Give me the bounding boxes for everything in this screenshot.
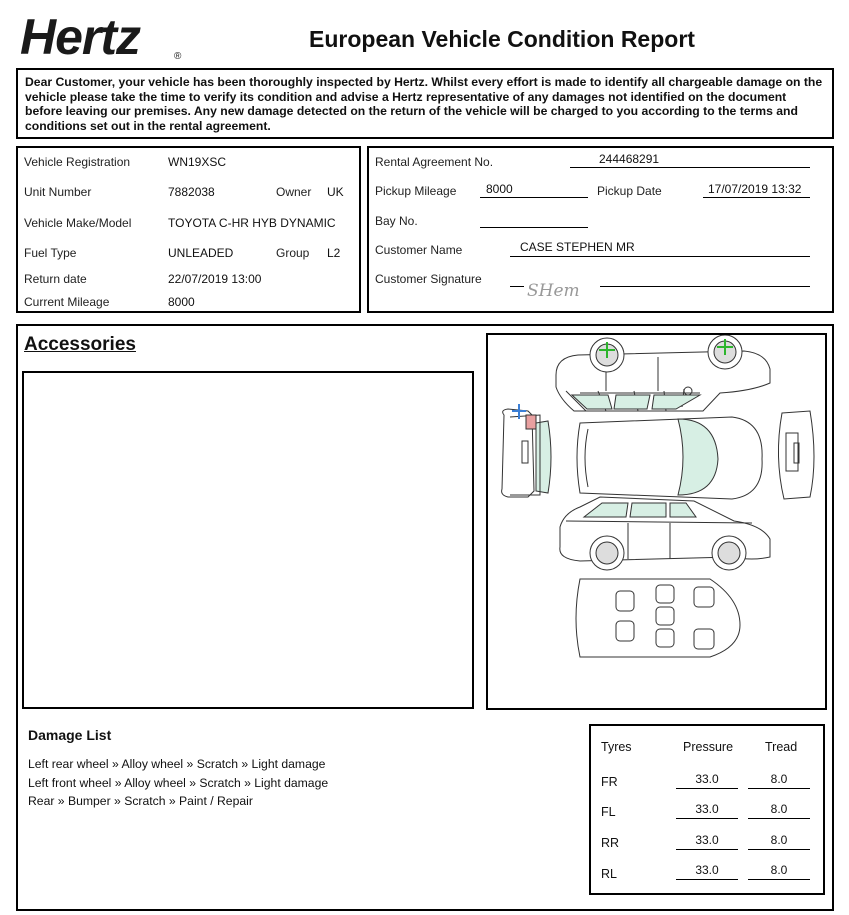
logo-registered-mark: ® [174, 51, 181, 62]
unit-number-value: 7882038 [168, 185, 215, 199]
signature-label: Customer Signature [375, 272, 482, 286]
car-interior-view [576, 579, 740, 657]
tyre-tread: 8.0 [770, 772, 788, 786]
return-date-value: 22/07/2019 13:00 [168, 272, 262, 286]
damage-item: Left front wheel » Alloy wheel » Scratch » Light damage [28, 776, 329, 790]
tyre-tread-underline [748, 879, 810, 880]
return-date-label: Return date [24, 272, 87, 286]
pickup-mileage-label: Pickup Mileage [375, 184, 457, 198]
tyre-label: FL [601, 805, 616, 819]
signature-underline-left [510, 286, 524, 287]
tyre-label: RL [601, 867, 617, 881]
car-front-view [502, 409, 551, 497]
current-mileage-label: Current Mileage [24, 295, 110, 309]
agreement-label: Rental Agreement No. [375, 155, 494, 169]
bay-underline [480, 227, 588, 228]
tyre-pressure: 33.0 [695, 772, 719, 786]
vehicle-damage-diagram [488, 335, 825, 708]
logo-text: Hertz [20, 9, 141, 65]
make-model-value: TOYOTA C-HR HYB DYNAMIC [168, 216, 336, 230]
tyre-tread-underline [748, 849, 810, 850]
unit-number-label: Unit Number [24, 185, 92, 199]
owner-value: UK [327, 185, 344, 199]
tyre-pressure: 33.0 [695, 833, 719, 847]
tyre-pressure-underline [676, 788, 738, 789]
customer-signature: SHem [527, 281, 580, 301]
damage-item: Rear » Bumper » Scratch » Paint / Repair [28, 794, 253, 808]
owner-label: Owner [276, 185, 312, 199]
pickup-mileage-underline [480, 197, 588, 198]
signature-underline-right [600, 286, 810, 287]
car-left-side-view [560, 497, 770, 570]
agreement-value: 244468291 [599, 152, 660, 166]
tyre-pressure-underline [676, 879, 738, 880]
customer-name-underline [510, 256, 810, 257]
pressure-header: Pressure [683, 740, 734, 754]
customer-name-label: Customer Name [375, 243, 463, 257]
registration-label: Vehicle Registration [24, 155, 131, 169]
damage-item: Left rear wheel » Alloy wheel » Scratch » Light damage [28, 757, 326, 771]
page-title: European Vehicle Condition Report [309, 26, 695, 52]
tyre-pressure: 33.0 [695, 802, 719, 816]
tyre-tread: 8.0 [770, 833, 788, 847]
pickup-mileage-value: 8000 [486, 182, 513, 196]
tyre-label: RR [601, 836, 620, 850]
bay-label: Bay No. [375, 214, 418, 228]
customer-name-value: CASE STEPHEN MR [520, 240, 635, 254]
tyre-tread-underline [748, 818, 810, 819]
tyres-header: Tyres [601, 740, 632, 754]
group-label: Group [276, 246, 310, 260]
accessories-box [22, 371, 474, 709]
vehicle-diagram-box [486, 333, 827, 710]
pickup-date-value: 17/07/2019 13:32 [708, 182, 802, 196]
car-rear-view [778, 411, 814, 499]
registration-value: WN19XSC [168, 155, 227, 169]
hertz-logo [20, 8, 181, 66]
pickup-date-label: Pickup Date [597, 184, 662, 198]
tyre-pressure-underline [676, 849, 738, 850]
car-top-view [577, 417, 762, 499]
car-right-side-view [556, 335, 770, 411]
tyre-pressure-underline [676, 818, 738, 819]
tyre-tread-underline [748, 788, 810, 789]
tyre-label: FR [601, 775, 618, 789]
accessories-title: Accessories [24, 334, 136, 355]
tread-header: Tread [765, 740, 798, 754]
agreement-underline [570, 167, 810, 168]
fuel-type-label: Fuel Type [24, 246, 77, 260]
damage-list-title: Damage List [28, 727, 112, 743]
tyre-tread: 8.0 [770, 863, 788, 877]
make-model-label: Vehicle Make/Model [24, 216, 132, 230]
group-value: L2 [327, 246, 341, 260]
fuel-type-value: UNLEADED [168, 246, 234, 260]
current-mileage-value: 8000 [168, 295, 195, 309]
tyre-pressure: 33.0 [695, 863, 719, 877]
rental-info-panel [367, 146, 834, 313]
customer-notice: Dear Customer, your vehicle has been thoroughly inspected by Hertz. Whilst every effort is made to identify all chargeable damage on the vehicle please take the time to verify its condition and advise a Hertz representative of any damages not identified on the document before leaving our premises. Any new damage detected on the return of the vehicle will be charged to you according to the terms and conditions set out in the rental agreement. [16, 68, 834, 139]
pickup-date-underline [703, 197, 810, 198]
tyre-tread: 8.0 [770, 802, 788, 816]
